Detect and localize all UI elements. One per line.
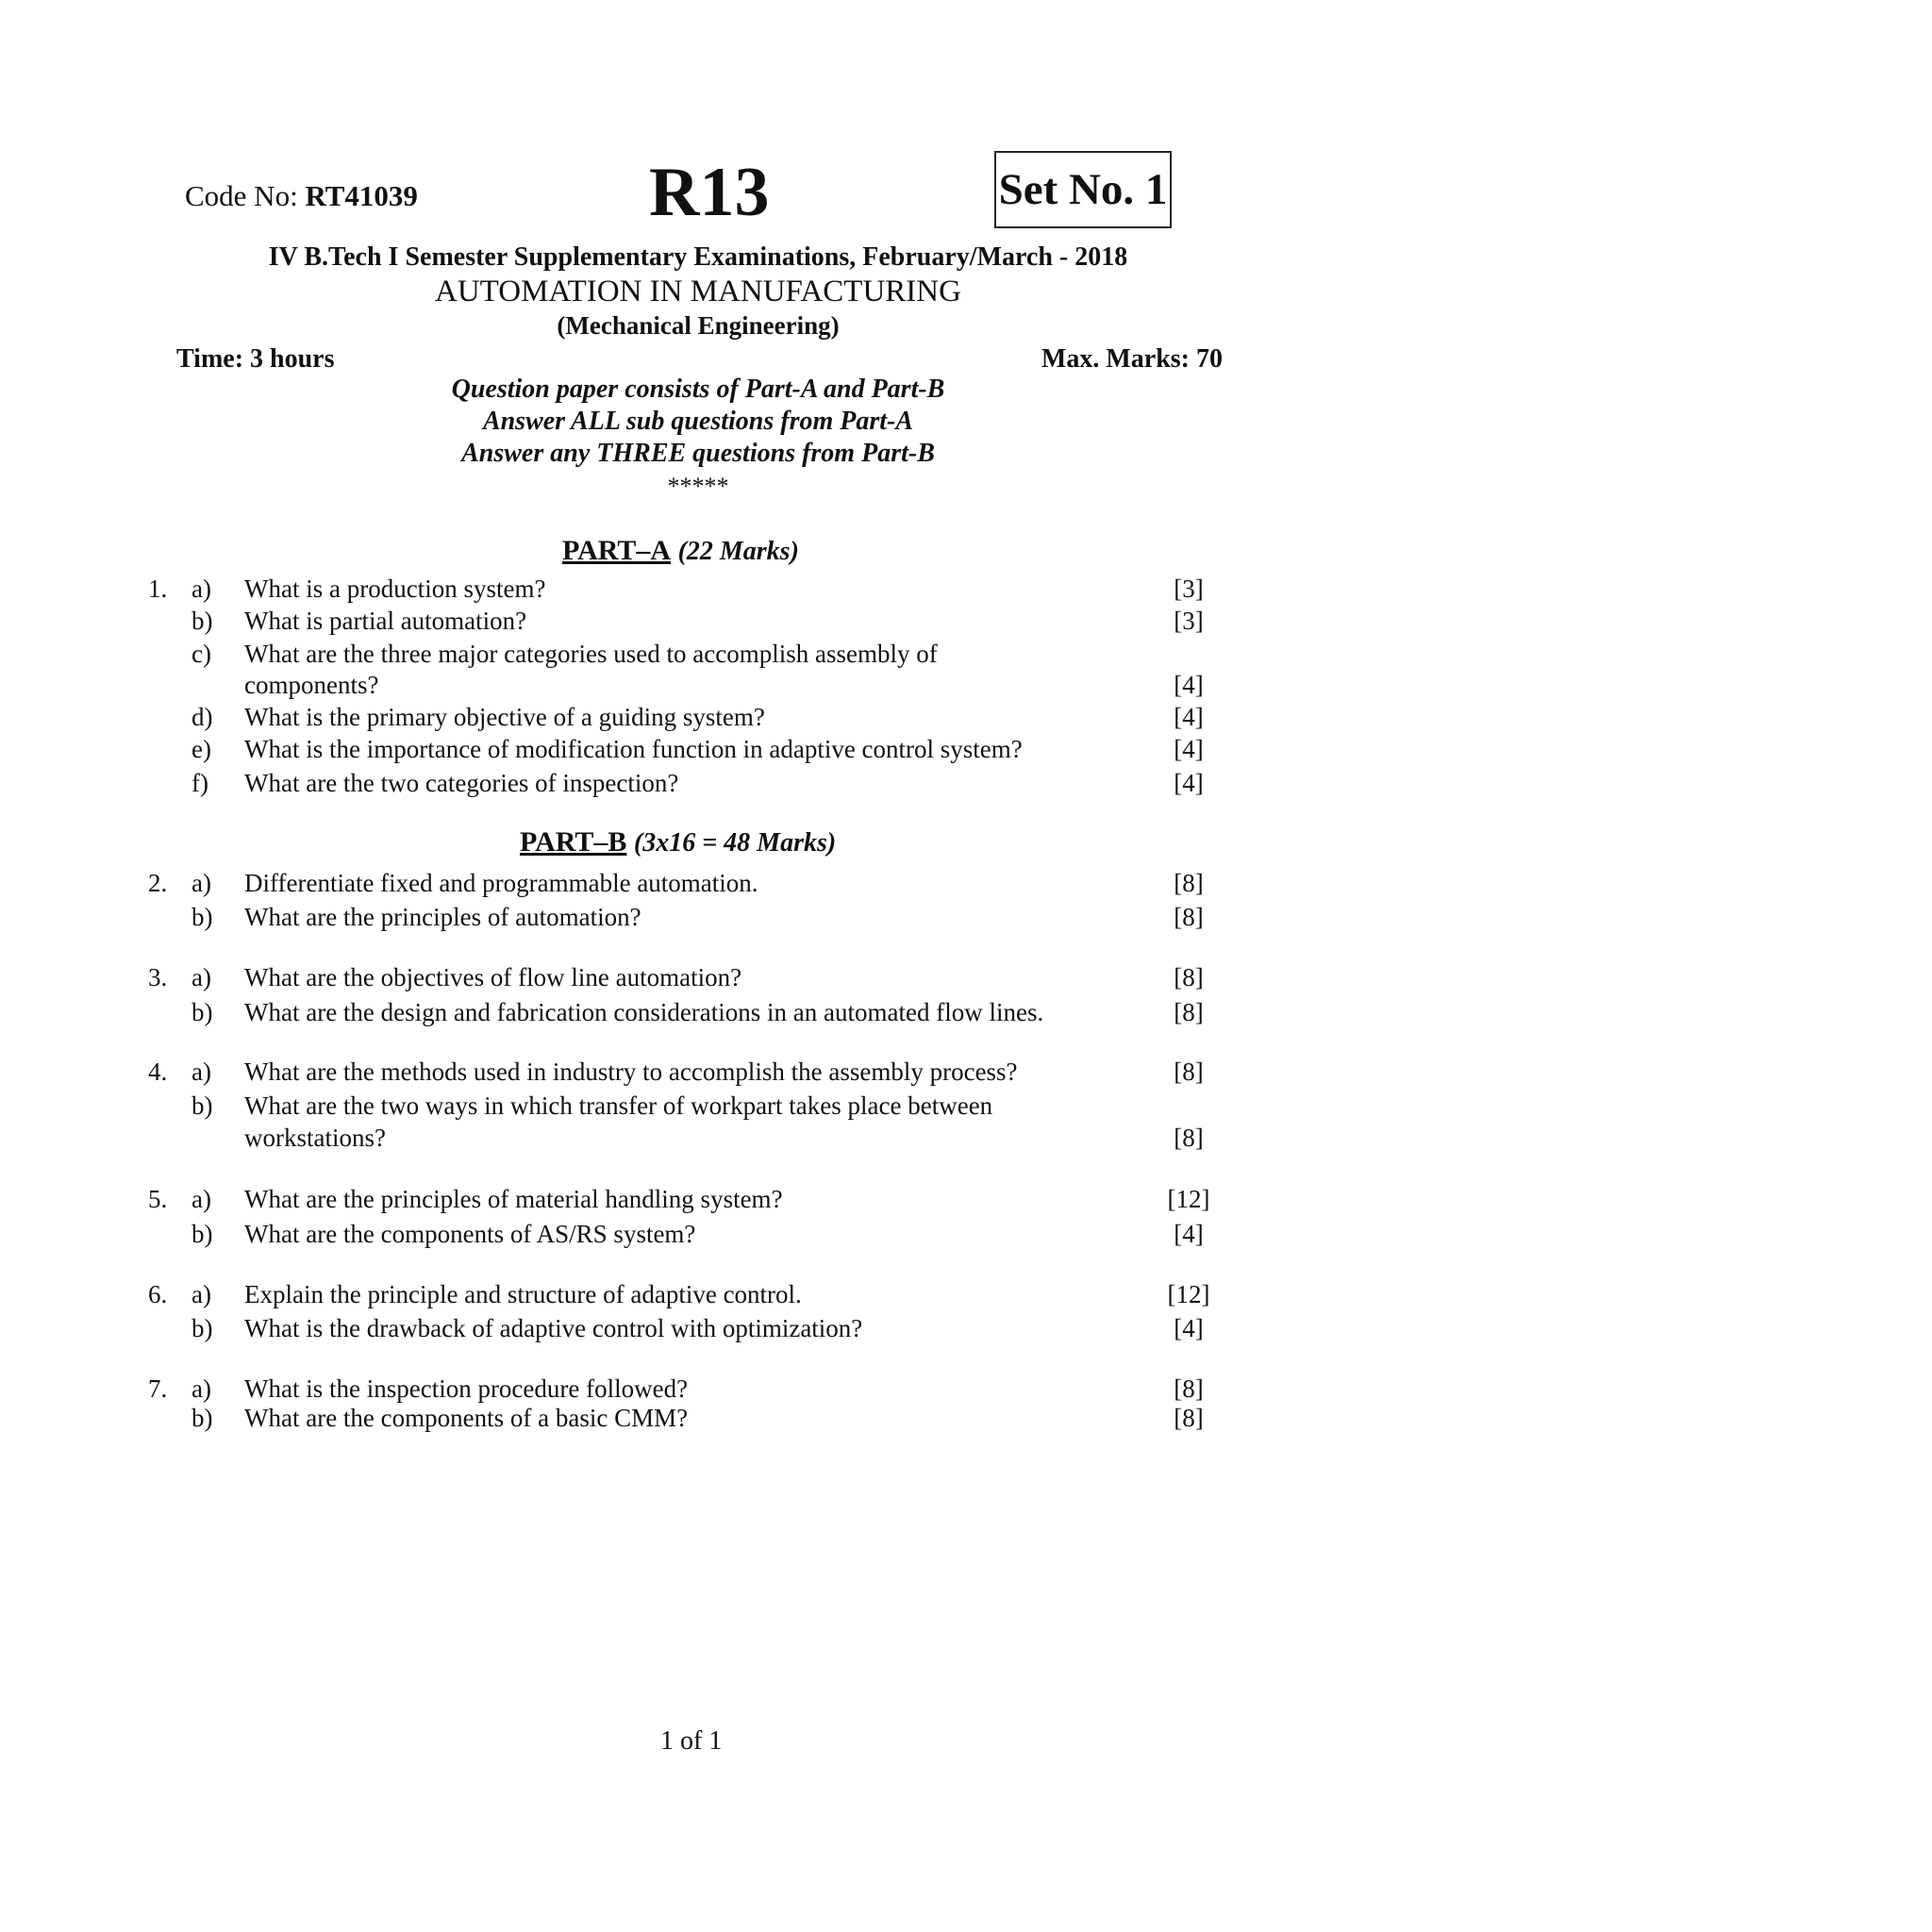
sub-label: e) xyxy=(192,735,211,763)
question-text: What are the three major categories used to accomplish assembly of xyxy=(244,640,938,668)
branch-name: (Mechanical Engineering) xyxy=(557,311,840,340)
part-b-marks: (3x16 = 48 Marks) xyxy=(633,828,837,858)
sub-label: b) xyxy=(192,998,213,1026)
question-text: Differentiate fixed and programmable automation. xyxy=(244,869,758,897)
question-number: 1. xyxy=(148,575,168,603)
question-text: What are the two ways in which transfer of workpart takes place between xyxy=(244,1091,993,1120)
question-text: What are the principles of material handling system? xyxy=(244,1185,783,1213)
code-value: RT41039 xyxy=(305,179,418,212)
max-marks: Max. Marks: 70 xyxy=(1041,344,1223,374)
sub-label: b) xyxy=(192,607,213,635)
question-marks: [12] xyxy=(1167,1280,1210,1308)
part-a-heading xyxy=(562,535,799,567)
sub-label: a) xyxy=(192,963,211,991)
question-text: What are the components of a basic CMM? xyxy=(244,1404,689,1432)
question-text: What is partial automation? xyxy=(244,607,527,635)
question-text: What are the methods used in industry to accomplish the assembly process? xyxy=(244,1058,1018,1086)
sub-label: a) xyxy=(192,1058,211,1086)
question-number: 4. xyxy=(148,1058,168,1086)
question-text-continued: workstations? xyxy=(244,1124,386,1152)
question-text: Explain the principle and structure of adaptive control. xyxy=(244,1280,802,1308)
instruction-line: Answer ALL sub questions from Part-A xyxy=(482,407,914,436)
question-number: 2. xyxy=(148,869,168,897)
question-marks: [8] xyxy=(1174,1124,1204,1152)
sub-label: a) xyxy=(192,1374,211,1403)
sub-label: c) xyxy=(192,640,211,668)
exam-title: IV B.Tech I Semester Supplementary Examinations, February/March - 2018 xyxy=(268,242,1128,272)
sub-label: f) xyxy=(192,769,208,797)
sub-label: a) xyxy=(192,1280,211,1308)
code-number xyxy=(185,179,418,213)
question-text: What is a production system? xyxy=(244,575,546,603)
question-marks: [8] xyxy=(1174,1374,1204,1403)
sub-label: b) xyxy=(192,1314,213,1342)
question-marks: [8] xyxy=(1174,963,1204,991)
question-marks: [4] xyxy=(1174,1314,1204,1342)
question-marks: [4] xyxy=(1174,703,1204,731)
question-text-continued: components? xyxy=(244,671,379,699)
question-marks: [8] xyxy=(1174,903,1204,931)
code-label: Code No: xyxy=(185,179,306,212)
sub-label: b) xyxy=(192,1404,213,1432)
question-number: 3. xyxy=(148,963,168,991)
question-text: What are the principles of automation? xyxy=(244,903,641,931)
instruction-line: Question paper consists of Part-A and Part-B xyxy=(451,375,945,404)
question-marks: [4] xyxy=(1174,671,1204,699)
instruction-line: Answer any THREE questions from Part-B xyxy=(461,439,935,468)
question-text: What are the components of AS/RS system? xyxy=(244,1220,696,1248)
exam-time: Time: 3 hours xyxy=(176,344,335,374)
question-marks: [8] xyxy=(1174,998,1204,1026)
question-number: 6. xyxy=(148,1280,168,1308)
part-a-marks: (22 Marks) xyxy=(677,537,799,566)
question-number: 7. xyxy=(148,1374,168,1403)
sub-label: a) xyxy=(192,869,211,897)
sub-label: d) xyxy=(192,703,213,731)
regulation: R13 xyxy=(649,154,770,231)
question-text: What are the design and fabrication considerations in an automated flow lines. xyxy=(244,998,1044,1026)
sub-label: a) xyxy=(192,1185,211,1213)
question-text: What is the inspection procedure followed? xyxy=(244,1374,689,1403)
sub-label: b) xyxy=(192,1091,213,1120)
page-number: 1 of 1 xyxy=(660,1726,723,1756)
part-a-title: PART–A xyxy=(562,535,672,566)
sub-label: b) xyxy=(192,1220,213,1248)
sub-label: a) xyxy=(192,575,211,603)
question-marks: [8] xyxy=(1174,869,1204,897)
question-text: What is the drawback of adaptive control with optimization? xyxy=(244,1314,863,1342)
question-marks: [8] xyxy=(1174,1058,1204,1086)
question-marks: [4] xyxy=(1174,735,1204,763)
subject-title: AUTOMATION IN MANUFACTURING xyxy=(435,275,961,308)
question-number: 5. xyxy=(148,1185,168,1213)
question-marks: [4] xyxy=(1174,1220,1204,1248)
question-text: What are the two categories of inspection? xyxy=(244,769,679,797)
question-marks: [3] xyxy=(1174,607,1204,635)
question-marks: [12] xyxy=(1167,1185,1210,1213)
part-b-title: PART–B xyxy=(520,826,627,858)
part-b-heading xyxy=(520,826,836,858)
question-marks: [4] xyxy=(1174,769,1204,797)
question-text: What is the primary objective of a guiding system? xyxy=(244,703,765,731)
question-marks: [3] xyxy=(1174,575,1204,603)
separator-stars: ***** xyxy=(667,473,729,500)
question-text: What is the importance of modification function in adaptive control system? xyxy=(244,735,1023,763)
question-text: What are the objectives of flow line automation? xyxy=(244,963,742,991)
sub-label: b) xyxy=(192,903,213,931)
set-number: Set No. 1 xyxy=(998,165,1168,214)
set-number-box xyxy=(994,151,1172,228)
question-marks: [8] xyxy=(1174,1404,1204,1432)
